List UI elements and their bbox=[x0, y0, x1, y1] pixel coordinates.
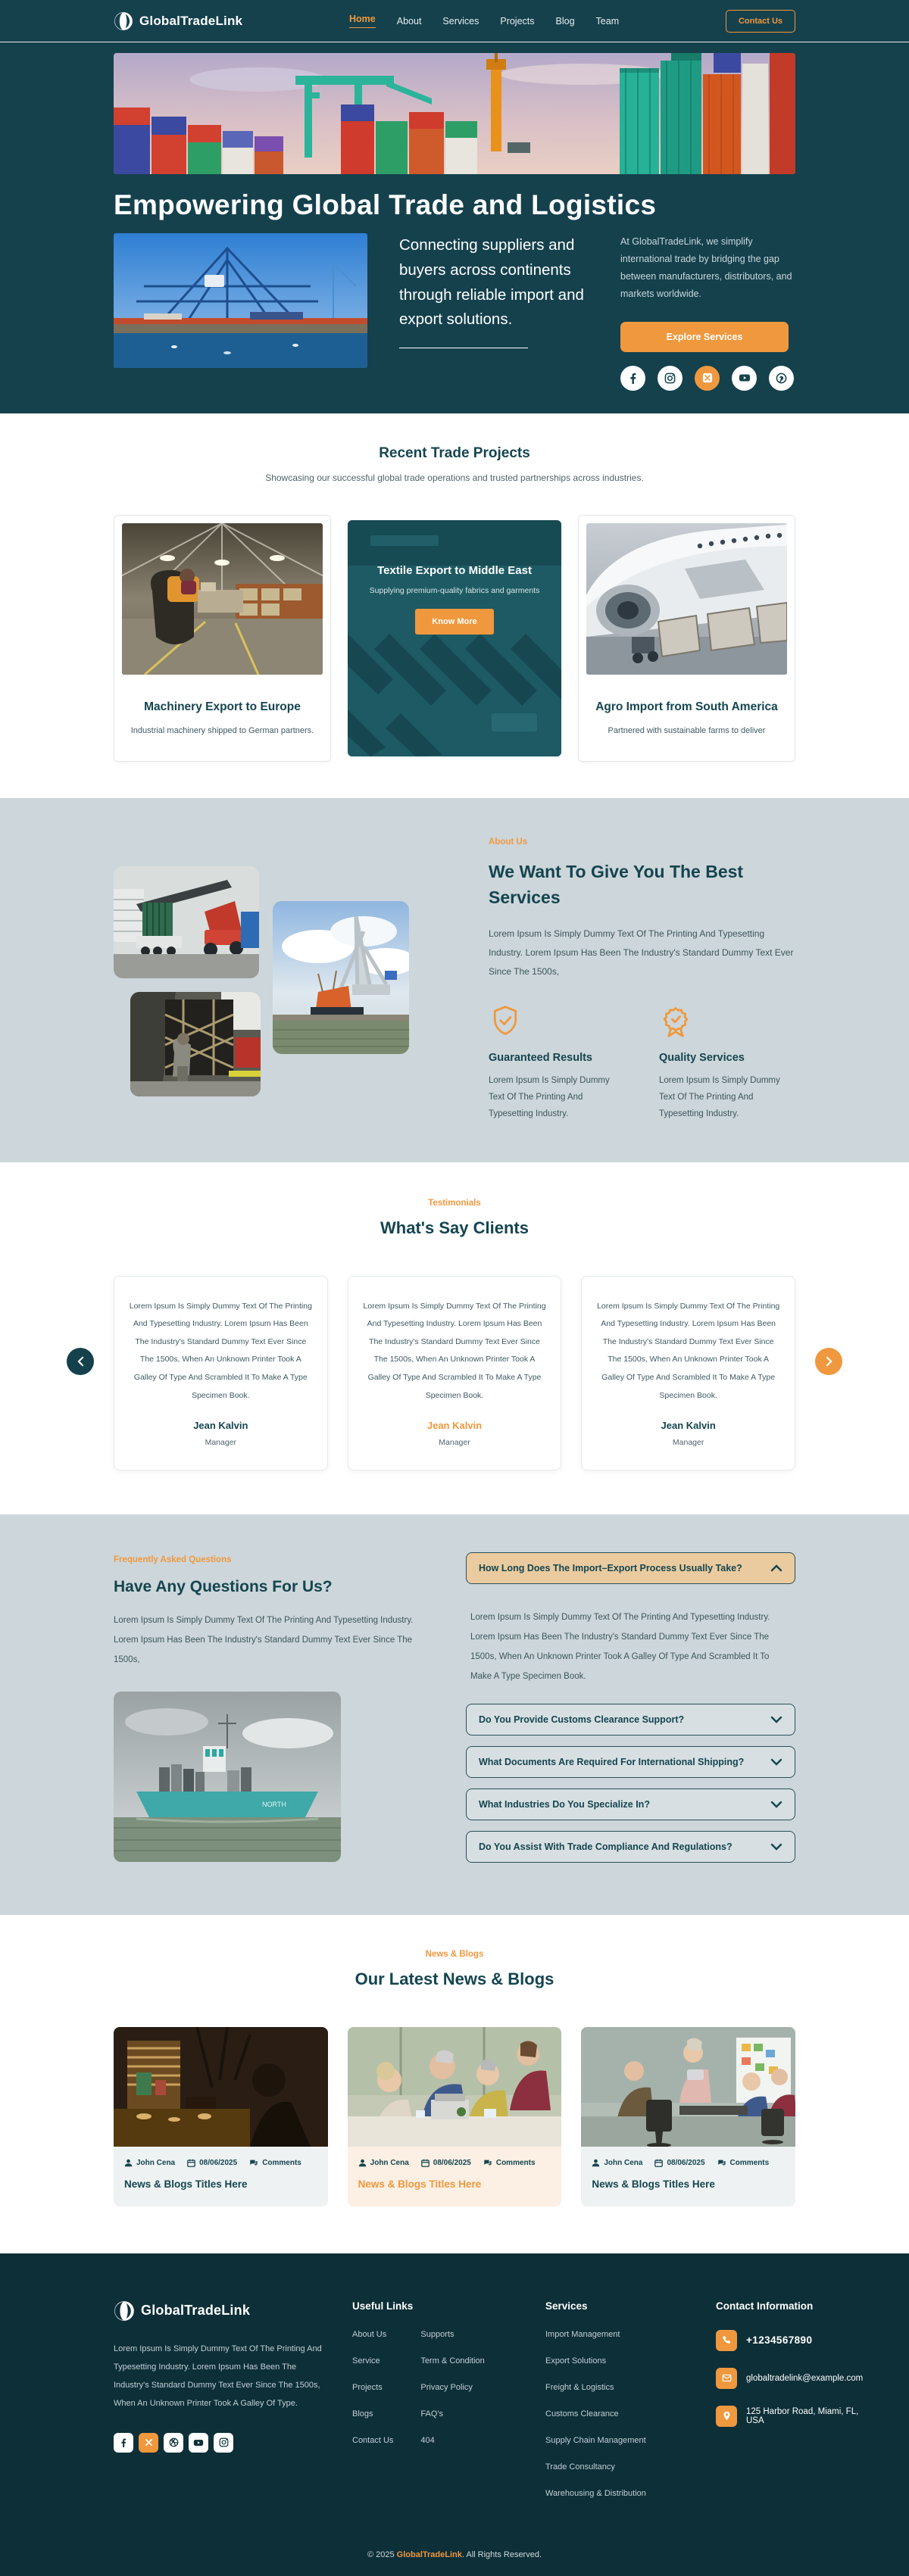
project-title: Textile Export to Middle East bbox=[377, 563, 532, 577]
about-image-collage bbox=[114, 834, 447, 1099]
blog-image-office-dark bbox=[114, 2027, 328, 2147]
faq-item[interactable] bbox=[466, 1704, 795, 1736]
chevron-right-icon bbox=[826, 1356, 832, 1367]
footer-service-link[interactable]: Supply Chain Management bbox=[545, 2435, 646, 2445]
footer-link[interactable]: Contact Us bbox=[352, 2435, 394, 2445]
blog-label: News & Blogs bbox=[425, 1949, 484, 1959]
dribbble-icon[interactable] bbox=[164, 2433, 183, 2453]
footer-link[interactable]: Supports bbox=[420, 2329, 454, 2339]
know-more-button[interactable]: Know More bbox=[415, 609, 493, 635]
footer-service-link[interactable]: Import Management bbox=[545, 2329, 620, 2339]
faq-answer: Lorem Ipsum Is Simply Dummy Text Of The Printing And Typesetting Industry. Lorem Ipsum Has Been The Industry's Standard Dummy Text Ever Since The 1500s, When An Unknown Printer Took A Galley Of Type And Scrambled It To Make A Type Specimen Book. bbox=[466, 1595, 795, 1693]
faq-label: Frequently Asked Questions bbox=[114, 1555, 232, 1565]
nav-projects[interactable]: Projects bbox=[500, 15, 535, 27]
about-label: About Us bbox=[489, 837, 528, 847]
blog-card-title[interactable]: News & Blogs Titles Here bbox=[592, 2178, 715, 2190]
blog-title: Our Latest News & Blogs bbox=[355, 1969, 554, 1988]
footer-useful-links-column bbox=[352, 2300, 523, 2515]
project-title: Machinery Export to Europe bbox=[144, 700, 301, 713]
blog-date: 08/06/2025 bbox=[199, 2158, 238, 2167]
contact-phone: +1234567890 bbox=[746, 2334, 813, 2347]
faq-question: Do You Provide Customs Clearance Support? bbox=[479, 1714, 685, 1725]
testimonial-card bbox=[348, 1276, 562, 1471]
blog-comments[interactable]: Comments bbox=[729, 2158, 770, 2167]
about-body: Lorem Ipsum Is Simply Dummy Text Of The Printing And Typesetting Industry. Lorem Ipsum Has Been The Industry's Standard Dummy Text Ever Since The 1500s, bbox=[489, 928, 794, 977]
chevron-down-icon bbox=[770, 1801, 782, 1808]
faq-item[interactable] bbox=[466, 1831, 795, 1863]
faq-item[interactable] bbox=[466, 1789, 795, 1820]
harbor-crane-image bbox=[273, 901, 409, 1054]
faq-title: Have Any Questions For Us? bbox=[114, 1578, 333, 1596]
project-description: Partnered with sustainable farms to deliver bbox=[608, 725, 766, 735]
useful-links-title: Useful Links bbox=[352, 2300, 414, 2312]
author-icon bbox=[124, 2159, 133, 2167]
testimonial-quote: Lorem Ipsum Is Simply Dummy Text Of The Printing And Typesetting Industry. Lorem Ipsum Has Been The Industry's Standard Dummy Text Ever Since The 1500s, When An Unknown Printer Took A Galley Of Type And Scrambled It To Make A Type Specimen Book. bbox=[363, 1301, 546, 1400]
about-section bbox=[0, 798, 909, 1162]
faq-question: What Industries Do You Specialize In? bbox=[479, 1798, 650, 1810]
testimonial-role: Manager bbox=[439, 1438, 470, 1448]
projects-title: Recent Trade Projects bbox=[379, 444, 530, 461]
feature-body: Lorem Ipsum Is Simply Dummy Text Of The Printing And Typesetting Industry. bbox=[489, 1076, 610, 1118]
contact-us-button[interactable]: Contact Us bbox=[726, 10, 795, 33]
contact-address: 125 Harbor Road, Miami, FL, USA bbox=[746, 2406, 859, 2425]
copyright bbox=[114, 2515, 795, 2576]
blog-image-workshop bbox=[581, 2027, 795, 2147]
blog-comments[interactable]: Comments bbox=[495, 2158, 536, 2167]
services-title: Services bbox=[545, 2300, 588, 2312]
project-description: Industrial machinery shipped to German partners. bbox=[130, 725, 314, 735]
x-twitter-icon[interactable] bbox=[695, 366, 720, 391]
footer-service-link[interactable]: Customs Clearance bbox=[545, 2409, 619, 2419]
footer-social-row bbox=[114, 2433, 330, 2453]
testimonial-role: Manager bbox=[672, 1438, 704, 1448]
project-description: Supplying premium-quality fabrics and garments bbox=[369, 585, 540, 595]
footer-services-column bbox=[545, 2300, 693, 2515]
logo[interactable] bbox=[114, 11, 242, 31]
testimonial-card bbox=[114, 1276, 328, 1471]
contact-info-title: Contact Information bbox=[716, 2300, 814, 2312]
blog-card[interactable] bbox=[114, 2027, 328, 2206]
testimonial-card bbox=[581, 1276, 795, 1471]
blog-card-title[interactable]: News & Blogs Titles Here bbox=[124, 2178, 248, 2190]
carousel-prev-button[interactable] bbox=[67, 1348, 94, 1375]
blog-date: 08/06/2025 bbox=[433, 2158, 471, 2167]
faq-question: Do You Assist With Trade Compliance And Regulations? bbox=[479, 1841, 733, 1852]
hero-description: At GlobalTradeLink, we simplify international trade by bridging the gap between manufacturers, distributors, and markets worldwide. bbox=[620, 236, 792, 300]
calendar-icon bbox=[654, 2159, 663, 2167]
footer-link[interactable]: FAQ's bbox=[420, 2409, 444, 2419]
copyright-brand[interactable]: GlobalTradeLink bbox=[396, 2549, 462, 2559]
footer-about-text: Lorem Ipsum Is Simply Dummy Text Of The Printing And Typesetting Industry. Lorem Ipsum Has Been The Industry's Standard Dummy Text Ever Since The 1500s, When An Unknown Printer Took A Galley Of Type. bbox=[114, 2344, 322, 2409]
footer-link[interactable]: About Us bbox=[352, 2329, 387, 2339]
contact-address-row[interactable] bbox=[716, 2406, 863, 2427]
carousel-next-button[interactable] bbox=[815, 1348, 842, 1375]
explore-services-button[interactable]: Explore Services bbox=[620, 322, 789, 352]
blog-image-team-meeting bbox=[348, 2027, 562, 2147]
footer-link[interactable]: Projects bbox=[352, 2382, 383, 2392]
faq-item-expanded[interactable] bbox=[466, 1552, 795, 1584]
faq-question: How Long Does The Import–Export Process Usually Take? bbox=[479, 1563, 742, 1574]
footer-link[interactable]: Privacy Policy bbox=[420, 2382, 473, 2392]
blog-card[interactable] bbox=[348, 2027, 562, 2206]
facebook-icon[interactable] bbox=[114, 2433, 133, 2453]
container-ship-image bbox=[114, 1692, 341, 1862]
nav-team[interactable]: Team bbox=[595, 15, 620, 27]
footer-service-link[interactable]: Export Solutions bbox=[545, 2356, 607, 2365]
nav-blog[interactable]: Blog bbox=[555, 15, 575, 27]
footer-brand-column bbox=[114, 2300, 330, 2515]
author-icon bbox=[358, 2159, 367, 2167]
copyright-suffix: . All Rights Reserved. bbox=[461, 2549, 542, 2559]
calendar-icon bbox=[421, 2159, 430, 2167]
hero-banner-image bbox=[114, 53, 795, 174]
project-title: Agro Import from South America bbox=[595, 700, 778, 713]
blog-author: John Cena bbox=[370, 2158, 409, 2167]
hero-title: Empowering Global Trade and Logistics bbox=[114, 189, 657, 220]
testimonial-name: Jean Kalvin bbox=[426, 1420, 483, 1432]
location-pin-icon bbox=[716, 2406, 737, 2427]
hero-social-row bbox=[620, 366, 795, 391]
contact-email: globaltradelink@example.com bbox=[746, 2373, 864, 2383]
footer-link[interactable]: Service bbox=[352, 2356, 380, 2365]
facebook-icon[interactable] bbox=[620, 366, 645, 391]
feature-quality-services bbox=[659, 1004, 795, 1123]
feature-title: Guaranteed Results bbox=[489, 1052, 592, 1065]
award-badge-icon bbox=[659, 1004, 692, 1037]
instagram-icon[interactable] bbox=[214, 2433, 233, 2453]
author-icon bbox=[592, 2159, 600, 2167]
contact-email-row[interactable] bbox=[716, 2368, 863, 2389]
blog-card[interactable] bbox=[581, 2027, 795, 2206]
testimonials-title: What's Say Clients bbox=[380, 1218, 529, 1237]
footer-service-link[interactable]: Warehousing & Distribution bbox=[545, 2488, 646, 2498]
pinterest-icon[interactable] bbox=[769, 366, 794, 391]
faq-item[interactable] bbox=[466, 1746, 795, 1778]
blog-author: John Cena bbox=[604, 2158, 643, 2167]
footer-logo[interactable] bbox=[114, 2300, 330, 2322]
faq-answer-wrap bbox=[466, 1595, 795, 1693]
blog-section bbox=[0, 1915, 909, 2253]
chevron-down-icon bbox=[770, 1843, 782, 1851]
globe-logo-icon bbox=[114, 11, 133, 31]
chevron-up-icon bbox=[770, 1564, 782, 1572]
feature-body: Lorem Ipsum Is Simply Dummy Text Of The Printing And Typesetting Industry. bbox=[659, 1076, 780, 1118]
x-twitter-icon[interactable] bbox=[139, 2433, 158, 2453]
calendar-icon bbox=[187, 2159, 195, 2167]
youtube-icon[interactable] bbox=[732, 366, 757, 391]
faq-section bbox=[0, 1514, 909, 1915]
contact-phone-row[interactable] bbox=[716, 2330, 863, 2351]
copyright-prefix: © 2025 bbox=[367, 2549, 397, 2559]
warehouse-image bbox=[122, 523, 323, 675]
svg-text:NORTH: NORTH bbox=[262, 1800, 286, 1808]
testimonial-name: Jean Kalvin bbox=[661, 1420, 716, 1432]
container-lift-image bbox=[114, 866, 259, 978]
footer-link[interactable]: Blogs bbox=[352, 2409, 373, 2419]
globe-logo-icon bbox=[114, 2300, 135, 2322]
comments-icon bbox=[249, 2159, 258, 2167]
testimonial-quote: Lorem Ipsum Is Simply Dummy Text Of The Printing And Typesetting Industry. Lorem Ipsum Has Been The Industry's Standard Dummy Text Ever Since The 1500s, When An Unknown Printer Took A Galley Of Type And Scrambled It To Make A Type Specimen Book. bbox=[597, 1301, 780, 1400]
faq-body: Lorem Ipsum Is Simply Dummy Text Of The Printing And Typesetting Industry. Lorem Ipsum Has Been The Industry's Standard Dummy Text Ever Since The 1500s, bbox=[114, 1616, 414, 1665]
footer-link[interactable]: 404 bbox=[420, 2435, 435, 2445]
comments-icon bbox=[717, 2159, 726, 2167]
footer-contact-column bbox=[716, 2300, 863, 2515]
hero-port-image bbox=[114, 233, 367, 368]
nav-services[interactable]: Services bbox=[442, 15, 479, 27]
project-card-agro[interactable] bbox=[578, 515, 795, 762]
feature-title: Quality Services bbox=[659, 1052, 745, 1065]
phone-icon bbox=[716, 2330, 737, 2351]
chevron-down-icon bbox=[770, 1716, 782, 1723]
site-header bbox=[0, 0, 909, 42]
cargo-pallet-image bbox=[130, 992, 261, 1096]
testimonial-name: Jean Kalvin bbox=[193, 1420, 248, 1432]
youtube-icon[interactable] bbox=[189, 2433, 208, 2453]
chevron-left-icon bbox=[77, 1356, 84, 1367]
airplane-cargo-image bbox=[586, 523, 787, 675]
comments-icon bbox=[483, 2159, 492, 2167]
brand-name: GlobalTradeLink bbox=[139, 13, 243, 28]
testimonials-section bbox=[0, 1162, 909, 1515]
site-footer bbox=[0, 2253, 909, 2576]
hero-section bbox=[0, 42, 909, 413]
footer-service-link[interactable]: Freight & Logistics bbox=[545, 2382, 614, 2392]
nav-home[interactable]: Home bbox=[349, 14, 376, 28]
projects-section bbox=[0, 413, 909, 798]
blog-card-title[interactable]: News & Blogs Titles Here bbox=[358, 2178, 482, 2190]
about-title: We Want To Give You The Best Services bbox=[489, 861, 744, 907]
hero-tagline: Connecting suppliers and buyers across continents through reliable import and export solutions. bbox=[399, 236, 584, 329]
faq-question: What Documents Are Required For International Shipping? bbox=[479, 1756, 745, 1767]
blog-author: John Cena bbox=[136, 2158, 176, 2167]
testimonials-label: Testimonials bbox=[428, 1198, 481, 1208]
footer-service-link[interactable]: Trade Consultancy bbox=[545, 2462, 615, 2472]
footer-link[interactable]: Term & Condition bbox=[420, 2356, 485, 2365]
nav-about[interactable]: About bbox=[396, 15, 422, 27]
project-card-textile[interactable] bbox=[348, 520, 561, 756]
feature-guaranteed-results bbox=[489, 1004, 625, 1123]
testimonial-role: Manager bbox=[205, 1438, 237, 1448]
mail-icon bbox=[716, 2368, 737, 2389]
main-nav bbox=[349, 14, 619, 28]
instagram-icon[interactable] bbox=[658, 366, 683, 391]
shield-check-icon bbox=[489, 1004, 522, 1037]
blog-date: 08/06/2025 bbox=[667, 2158, 705, 2167]
projects-subtitle: Showcasing our successful global trade operations and trusted partnerships across industries. bbox=[265, 472, 644, 483]
blog-comments[interactable]: Comments bbox=[262, 2158, 301, 2167]
chevron-down-icon bbox=[770, 1758, 782, 1766]
project-card-machinery[interactable] bbox=[114, 515, 331, 762]
testimonial-quote: Lorem Ipsum Is Simply Dummy Text Of The Printing And Typesetting Industry. Lorem Ipsum Has Been The Industry's Standard Dummy Text Ever Since The 1500s, When An Unknown Printer Took A Galley Of Type And Scrambled It To Make A Type Specimen Book. bbox=[129, 1301, 312, 1400]
brand-name: GlobalTradeLink bbox=[141, 2303, 251, 2319]
